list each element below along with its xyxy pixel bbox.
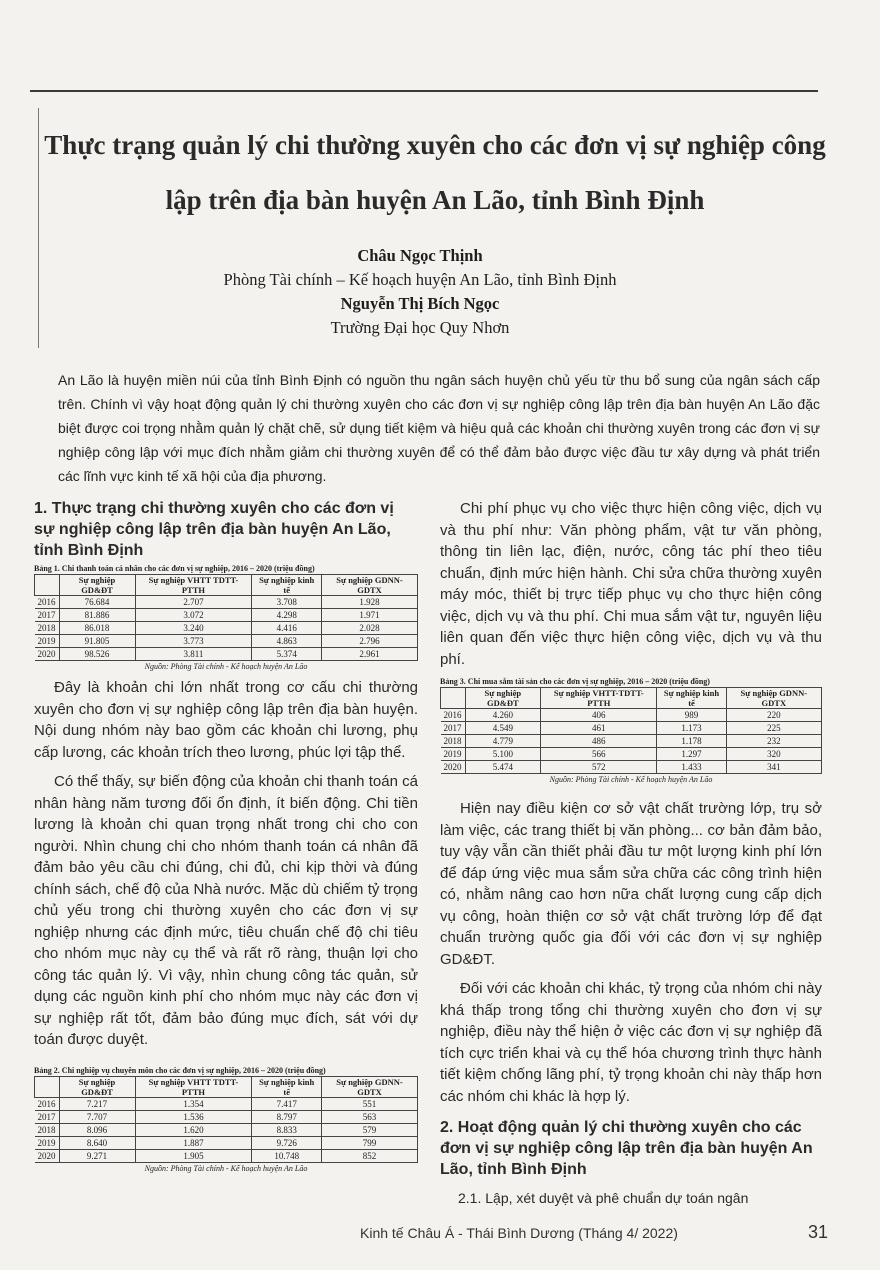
value-cell: 852: [322, 1149, 418, 1162]
value-cell: 3.708: [252, 596, 322, 609]
journal-footer: Kinh tế Châu Á - Thái Bình Dương (Tháng 4/ 2022): [360, 1225, 678, 1241]
value-cell: 5.100: [465, 748, 541, 761]
column-header: [441, 688, 466, 709]
value-cell: 406: [541, 709, 657, 722]
value-cell: 98.526: [59, 648, 135, 661]
value-cell: 4.416: [252, 622, 322, 635]
value-cell: 2.707: [135, 596, 252, 609]
body-paragraph: Hiện nay điều kiện cơ sở vật chất trường lớp, trụ sở làm việc, các trang thiết bị văn phòng... cơ bản đảm bảo, tuy vậy vẫn cần thiết phải đầu tư một lượng kinh phí lớn để đáp ứng việc mua sắm sửa chữa các công trình hiện có, nhằm nâng cao hơn nữa chất lượng cung cấp dịch vụ công, hoàn thiện cơ sở vật chất trường lớp để đạt chuẩn trường quốc gia đối với các đơn vị sự nghiệp GD&ĐT.: [440, 800, 822, 968]
table-header-row: [35, 575, 418, 596]
table-row: [441, 735, 822, 748]
value-cell: 551: [322, 1097, 418, 1110]
value-cell: 1.887: [135, 1136, 252, 1149]
table-row: [35, 1136, 418, 1149]
value-cell: 563: [322, 1110, 418, 1123]
column-header: Sự nghiệp GD&ĐT: [59, 575, 135, 596]
value-cell: 2.796: [322, 635, 418, 648]
authors-block: [80, 244, 760, 340]
subsection-heading: 2.1. Lập, xét duyệt và phê chuẩn dự toán ngân: [458, 1190, 749, 1206]
body-paragraph: Đây là khoản chi lớn nhất trong cơ cấu chi thường xuyên cho đơn vị sự nghiệp công lập trên địa bàn huyện. Nội dung nhóm này bao gồm các khoản chi lương, phụ cấp lương, các khoản trích theo lương, phúc lợi tập thể.: [34, 679, 418, 761]
column-header: Sự nghiệp kinh tế: [252, 575, 322, 596]
table-row: [441, 709, 822, 722]
value-cell: 4.863: [252, 635, 322, 648]
abstract: An Lão là huyện miền núi của tỉnh Bình Định có nguồn thu ngân sách huyện chủ yếu từ thu bổ sung của ngân sách cấp trên. Chính vì vậy hoạt động quản lý chi thường xuyên cho các đơn vị sự nghiệp công lập trên địa bàn huyện An Lão đặc biệt được coi trọng nhằm quản lý chặt chẽ, sử dụng tiết kiệm và hiệu quả các khoản chi thường xuyên trong các đơn vị sự nghiệp công lập với mục đích nhằm giảm chi thường xuyên để có thể đảm bảo được việc đầu tư xây dựng và phát triển các lĩnh vực kinh tế xã hội của địa phương.: [58, 372, 820, 484]
value-cell: 2.961: [322, 648, 418, 661]
column-header: Sự nghiệp GDNN-GDTX: [726, 688, 821, 709]
table-row: [441, 748, 822, 761]
value-cell: 579: [322, 1123, 418, 1136]
column-header: Sự nghiệp kinh tế: [252, 1076, 322, 1097]
value-cell: 1.620: [135, 1123, 252, 1136]
author-affiliation: Phòng Tài chính – Kế hoạch huyện An Lão, tỉnh Bình Định: [223, 270, 617, 289]
table-2: [34, 1076, 418, 1163]
value-cell: 486: [541, 735, 657, 748]
value-cell: 4.260: [465, 709, 541, 722]
table-row: [35, 1097, 418, 1110]
value-cell: 8.640: [59, 1136, 135, 1149]
table-row: [35, 1149, 418, 1162]
right-column: [440, 498, 822, 1209]
value-cell: 76.684: [59, 596, 135, 609]
value-cell: 989: [657, 709, 726, 722]
value-cell: 341: [726, 761, 821, 774]
table-1: [34, 574, 418, 661]
article-title: Thực trạng quản lý chi thường xuyên cho các đơn vị sự nghiệp công lập trên địa bàn huyện An Lão, tỉnh Bình Định: [44, 130, 826, 215]
section-heading: 2. Hoạt động quản lý chi thường xuyên cho các đơn vị sự nghiệp công lập trên địa bàn huyện An Lão, tỉnh Bình Định: [440, 1119, 813, 1178]
table-header-row: [441, 688, 822, 709]
year-cell: 2017: [35, 609, 60, 622]
year-cell: 2020: [441, 761, 466, 774]
year-cell: 2017: [441, 722, 466, 735]
table-row: [441, 722, 822, 735]
table-source: Nguồn: Phòng Tài chính - Kế hoạch huyện An Lão: [144, 662, 308, 671]
column-header: Sự nghiệp GDNN-GDTX: [322, 575, 418, 596]
year-cell: 2016: [35, 596, 60, 609]
table-caption: Bảng 2. Chi nghiệp vụ chuyên môn cho các đơn vị sự nghiệp, 2016 – 2020 (triệu đồng): [34, 1065, 326, 1075]
value-cell: 7.417: [252, 1097, 322, 1110]
year-cell: 2018: [35, 1123, 60, 1136]
column-header: Sự nghiệp VHTT TDTT-PTTH: [135, 575, 252, 596]
year-cell: 2019: [441, 748, 466, 761]
page-number: 31: [808, 1222, 829, 1242]
value-cell: 3.240: [135, 622, 252, 635]
column-header: Sự nghiệp GD&ĐT: [465, 688, 541, 709]
year-cell: 2016: [35, 1097, 60, 1110]
year-cell: 2018: [35, 622, 60, 635]
value-cell: 1.297: [657, 748, 726, 761]
value-cell: 1.536: [135, 1110, 252, 1123]
table-caption: Bảng 3. Chi mua sắm tài sản cho các đơn vị sự nghiệp, 2016 – 2020 (triệu đồng): [440, 677, 710, 686]
column-header: [35, 575, 60, 596]
table-row: [441, 761, 822, 774]
value-cell: 3.773: [135, 635, 252, 648]
value-cell: 2.028: [322, 622, 418, 635]
year-cell: 2020: [35, 648, 60, 661]
value-cell: 572: [541, 761, 657, 774]
author-name: Nguyễn Thị Bích Ngọc: [340, 294, 500, 313]
table-row: [35, 609, 418, 622]
table-3: [440, 687, 822, 774]
value-cell: 7.217: [59, 1097, 135, 1110]
value-cell: 799: [322, 1136, 418, 1149]
table-row: [35, 1123, 418, 1136]
body-paragraph: Đối với các khoản chi khác, tỷ trọng của nhóm chi này khá thấp trong tổng chi thường xuyên cho đơn vị sự nghiệp, điều này thể hiện ở việc các đơn vị sự nghiệp đã tích cực triển khai và cụ thể hóa chương trình thực hành tiết kiệm chống lãng phí, tỷ trọng khoản chi này thấp hơn các nhóm chi khác là hợp lý.: [440, 980, 822, 1105]
table-row: [35, 648, 418, 661]
value-cell: 4.298: [252, 609, 322, 622]
value-cell: 4.549: [465, 722, 541, 735]
top-rule: [30, 90, 818, 92]
column-header: [35, 1076, 60, 1097]
table-header-row: [35, 1076, 418, 1097]
value-cell: 461: [541, 722, 657, 735]
value-cell: 1.354: [135, 1097, 252, 1110]
value-cell: 9.726: [252, 1136, 322, 1149]
table-row: [35, 596, 418, 609]
value-cell: 8.096: [59, 1123, 135, 1136]
year-cell: 2019: [35, 635, 60, 648]
value-cell: 8.833: [252, 1123, 322, 1136]
value-cell: 1.928: [322, 596, 418, 609]
value-cell: 3.072: [135, 609, 252, 622]
value-cell: 91.805: [59, 635, 135, 648]
year-cell: 2020: [35, 1149, 60, 1162]
value-cell: 86.018: [59, 622, 135, 635]
body-paragraph: Chi phí phục vụ cho việc thực hiện công việc, dịch vụ và thu phí như: Văn phòng phẩm, vật tư văn phòng, thông tin liên lạc, điện, nước, công tác phí theo tiêu chuẩn, định mức hiện hành. Chi sửa chữa thường xuyên máy móc, thiết bị trực tiếp phục vụ cho thực hiện công việc, dịch vụ và thu phí. Chi mua sắm vật tư, nguyên liệu liên quan đến việc thực hiện công việc, dịch vụ và thu phí.: [440, 500, 822, 668]
column-header: Sự nghiệp VHTT TDTT-PTTH: [135, 1076, 252, 1097]
section-heading: 1. Thực trạng chi thường xuyên cho các đơn vị sự nghiệp công lập trên địa bàn huyện An Lão, tỉnh Bình Định: [34, 500, 394, 559]
value-cell: 1.905: [135, 1149, 252, 1162]
author-name: Châu Ngọc Thịnh: [357, 246, 483, 265]
value-cell: 566: [541, 748, 657, 761]
table-row: [35, 635, 418, 648]
value-cell: 8.797: [252, 1110, 322, 1123]
value-cell: 4.779: [465, 735, 541, 748]
value-cell: 225: [726, 722, 821, 735]
year-cell: 2016: [441, 709, 466, 722]
column-header: Sự nghiệp kinh tế: [657, 688, 726, 709]
table-source: Nguồn: Phòng Tài chính - Kế hoạch huyện An Lão: [549, 775, 713, 784]
value-cell: 1.433: [657, 761, 726, 774]
table-row: [35, 622, 418, 635]
year-cell: 2018: [441, 735, 466, 748]
value-cell: 3.811: [135, 648, 252, 661]
value-cell: 232: [726, 735, 821, 748]
value-cell: 320: [726, 748, 821, 761]
value-cell: 1.971: [322, 609, 418, 622]
table-source: Nguồn: Phòng Tài chính - Kế hoạch huyện An Lão: [144, 1163, 308, 1173]
value-cell: 9.271: [59, 1149, 135, 1162]
value-cell: 5.474: [465, 761, 541, 774]
left-column: [34, 498, 418, 1175]
table-row: [35, 1110, 418, 1123]
value-cell: 10.748: [252, 1149, 322, 1162]
value-cell: 5.374: [252, 648, 322, 661]
value-cell: 1.173: [657, 722, 726, 735]
column-header: Sự nghiệp GDNN-GDTX: [322, 1076, 418, 1097]
column-header: Sự nghiệp VHTT-TDTT-PTTH: [541, 688, 657, 709]
value-cell: 81.886: [59, 609, 135, 622]
value-cell: 1.178: [657, 735, 726, 748]
body-paragraph: Có thể thấy, sự biến động của khoản chi thanh toán cá nhân hàng năm tương đối ổn định, ít biến động. Chi tiền lương là khoản chi quan trọng nhất trong chi cho con người. Nhìn chung chi cho nhóm thanh toán cá nhân đã đảm bảo yêu cầu chi đúng, chi đủ, chi kịp thời và đúng chính sách, chế độ của Nhà nước. Mặc dù chiếm tỷ trọng chủ yếu trong chi thường xuyên cho các đơn vị sự nghiệp nhưng các định mức, tiêu chuẩn chế độ chi tiêu cho nhóm mục này cụ thể và rất rõ ràng, thuận lợi cho công tác quản lý. Vì vậy, nhìn chung công tác quản, sử dụng các nguồn kinh phí cho nhóm mục này các đơn vị sự nghiệp rất tốt, đảm bảo đúng mục đích, sát với dự toán được duyệt.: [34, 773, 418, 1048]
value-cell: 7.707: [59, 1110, 135, 1123]
year-cell: 2019: [35, 1136, 60, 1149]
value-cell: 220: [726, 709, 821, 722]
year-cell: 2017: [35, 1110, 60, 1123]
table-caption: Bảng 1. Chi thanh toán cá nhân cho các đơn vị sự nghiệp, 2016 – 2020 (triệu đồng): [34, 564, 315, 573]
column-header: Sự nghiệp GD&ĐT: [59, 1076, 135, 1097]
author-affiliation: Trường Đại học Quy Nhơn: [330, 318, 510, 337]
